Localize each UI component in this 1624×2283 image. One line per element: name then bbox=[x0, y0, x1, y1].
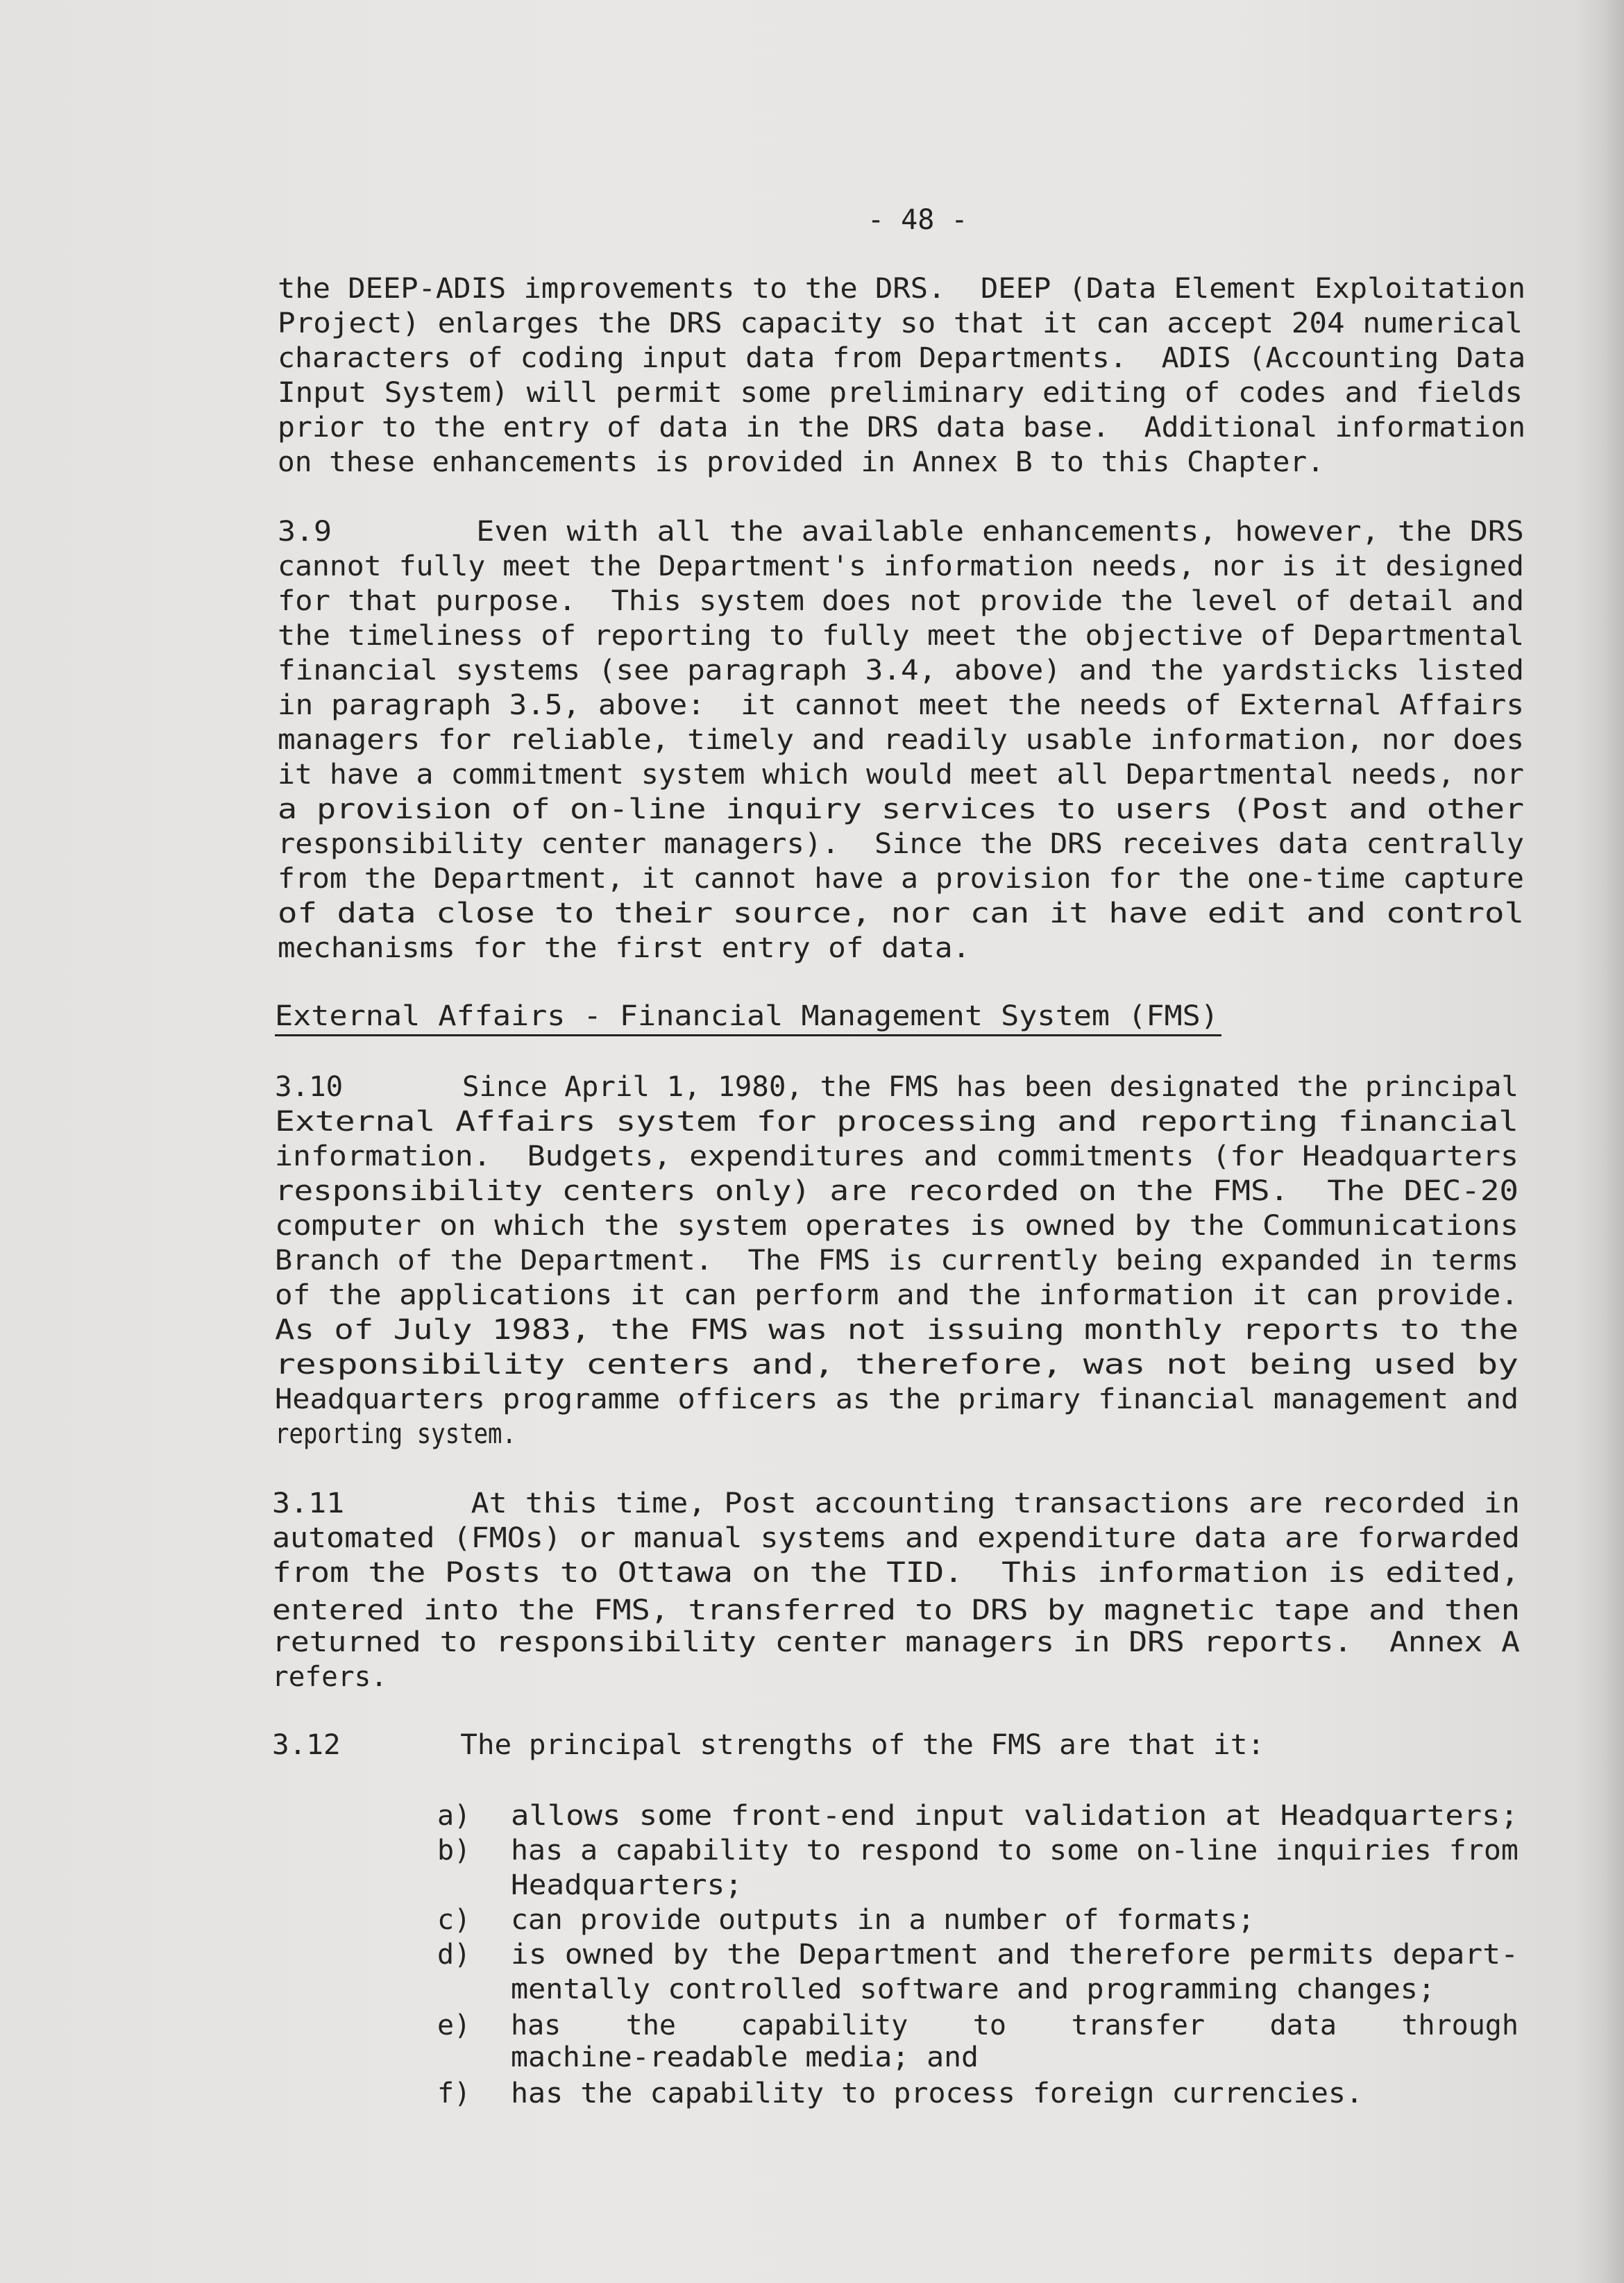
heading-underline bbox=[275, 1034, 1221, 1036]
para-3-10-line-1: 3.10 Since April 1, 1980, the FMS has been designated the principal bbox=[275, 1071, 1519, 1103]
para-3-9-line-11: from the Department, it cannot have a provision for the one-time capture bbox=[278, 863, 1524, 895]
list-item-e-line-2: machine-readable media; and bbox=[511, 2041, 979, 2073]
section-heading: External Affairs - Financial Management System (FMS) bbox=[275, 1000, 1219, 1032]
list-item-f-line-1: has the capability to process foreign currencies. bbox=[511, 2078, 1364, 2109]
para-3-10-line-3: information. Budgets, expenditures and commitments (for Headquarters bbox=[275, 1140, 1519, 1172]
para-3-9-line-6: in paragraph 3.5, above: it cannot meet the needs of External Affairs bbox=[278, 689, 1524, 721]
list-marker-b: b) bbox=[437, 1835, 471, 1867]
list-item-b-line-1: has a capability to respond to some on-line inquiries from bbox=[511, 1835, 1519, 1867]
intro-line-4: Input System) will permit some preliminary editing of codes and fields bbox=[278, 377, 1523, 409]
intro-line-3: characters of coding input data from Departments. ADIS (Accounting Data bbox=[278, 342, 1526, 374]
intro-line-6: on these enhancements is provided in Annex B to this Chapter. bbox=[278, 446, 1324, 478]
para-3-10-line-6: Branch of the Department. The FMS is currently being expanded in terms bbox=[275, 1245, 1519, 1277]
list-marker-e: e) bbox=[437, 2010, 471, 2041]
para-3-10-line-5: computer on which the system operates is owned by the Communications bbox=[275, 1210, 1519, 1242]
para-3-9-line-7: managers for reliable, timely and readily usable information, nor does bbox=[278, 724, 1524, 756]
para-3-9-line-3: for that purpose. This system does not provide the level of detail and bbox=[278, 585, 1525, 617]
para-3-11-line-1: 3.11 At this time, Post accounting transactions are recorded in bbox=[272, 1488, 1520, 1519]
para-3-9-line-2: cannot fully meet the Department's information needs, nor is it designed bbox=[278, 550, 1524, 582]
para-3-9-line-12: of data close to their source, nor can it have edit and control bbox=[278, 898, 1525, 929]
para-3-11-line-2: automated (FMOs) or manual systems and expenditure data are forwarded bbox=[272, 1522, 1520, 1554]
para-3-10-line-8: As of July 1983, the FMS was not issuing monthly reports to the bbox=[275, 1314, 1519, 1346]
para-3-11-line-6: refers. bbox=[272, 1661, 387, 1693]
para-3-11-line-3: from the Posts to Ottawa on the TID. This information is edited, bbox=[272, 1557, 1520, 1589]
para-3-10-line-11: reporting system. bbox=[275, 1418, 516, 1450]
intro-line-1: the DEEP-ADIS improvements to the DRS. DEEP (Data Element Exploitation bbox=[278, 273, 1526, 305]
para-3-10-line-10: Headquarters programme officers as the primary financial management and bbox=[275, 1383, 1519, 1415]
para-3-9-line-1: 3.9 Even with all the available enhancements, however, the DRS bbox=[278, 516, 1524, 548]
list-item-e-line-1: has the capability to transfer data through bbox=[511, 2010, 1519, 2041]
para-3-9-line-13: mechanisms for the first entry of data. bbox=[278, 932, 970, 964]
intro-line-2: Project) enlarges the DRS capacity so that it can accept 204 numerical bbox=[278, 308, 1523, 339]
para-3-10-line-2: External Affairs system for processing and reporting financial bbox=[275, 1106, 1519, 1138]
list-marker-f: f) bbox=[437, 2078, 471, 2109]
page-number: - 48 - bbox=[868, 204, 968, 236]
para-3-12: 3.12 The principal strengths of the FMS are that it: bbox=[272, 1729, 1265, 1761]
page-edge-shadow bbox=[1575, 0, 1624, 2283]
para-3-9-line-10: responsibility center managers). Since the DRS receives data centrally bbox=[278, 828, 1525, 860]
para-3-9-line-4: the timeliness of reporting to fully meet the objective of Departmental bbox=[278, 620, 1525, 652]
para-3-9-line-8: it have a commitment system which would meet all Departmental needs, nor bbox=[278, 759, 1524, 791]
para-3-10-line-7: of the applications it can perform and the information it can provide. bbox=[275, 1279, 1519, 1311]
list-item-b-line-2: Headquarters; bbox=[511, 1869, 743, 1901]
para-3-10-line-9: responsibility centers and, therefore, was not being used by bbox=[275, 1349, 1519, 1381]
para-3-10-line-4: responsibility centers only) are recorded on the FMS. The DEC-20 bbox=[275, 1175, 1519, 1207]
para-3-11-line-5: returned to responsibility center managers in DRS reports. Annex A bbox=[272, 1626, 1520, 1658]
list-item-d-line-1: is owned by the Department and therefore permits depart- bbox=[511, 1939, 1519, 1971]
para-3-11-line-4: entered into the FMS, transferred to DRS by magnetic tape and then bbox=[272, 1594, 1520, 1626]
list-item-a-line-1: allows some front-end input validation at Headquarters; bbox=[511, 1800, 1519, 1832]
list-item-c-line-1: can provide outputs in a number of formats; bbox=[511, 1904, 1255, 1936]
list-marker-a: a) bbox=[437, 1800, 471, 1832]
para-3-9-line-5: financial systems (see paragraph 3.4, above) and the yardsticks listed bbox=[278, 655, 1524, 686]
intro-line-5: prior to the entry of data in the DRS data base. Additional information bbox=[278, 412, 1526, 444]
list-marker-d: d) bbox=[437, 1939, 471, 1971]
list-item-d-line-2: mentally controlled software and programming changes; bbox=[511, 1973, 1436, 2005]
para-3-9-line-9: a provision of on-line inquiry services to users (Post and other bbox=[278, 793, 1525, 825]
list-marker-c: c) bbox=[437, 1904, 471, 1936]
